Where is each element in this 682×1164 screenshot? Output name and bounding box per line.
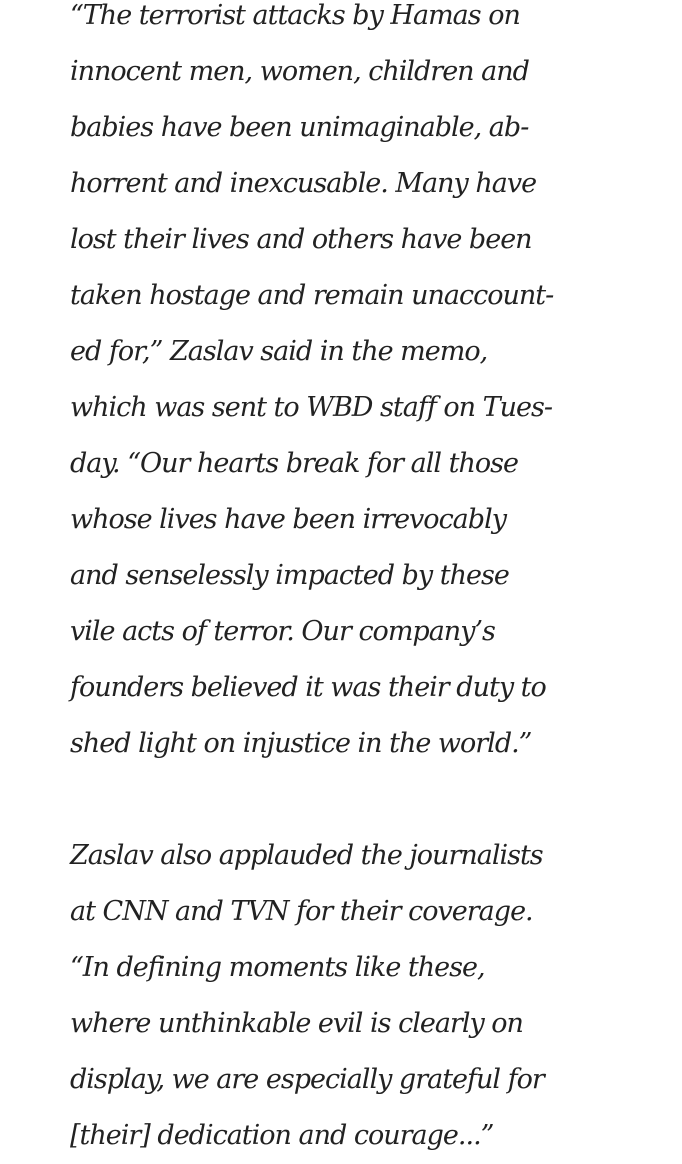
text-line: “The terrorist attacks by Hamas on [70, 0, 520, 31]
text-line: innocent men, women, children and [70, 56, 529, 87]
quote-paragraph [70, 0, 670, 772]
text-line: “In defining moments like these, [70, 952, 485, 983]
text-line: ed for,” Zaslav said in the memo, [70, 336, 488, 367]
text-line: Zaslav also applauded the journalists [70, 840, 543, 871]
paragraph-spacer [70, 772, 670, 828]
text-line: horrent and inexcusable. Many have [70, 168, 537, 199]
text-line: lost their lives and others have been [70, 224, 532, 255]
text-line: babies have been unimaginable, ab- [70, 112, 529, 143]
text-line: day. “Our hearts break for all those [70, 448, 518, 479]
article-text [70, 0, 670, 1164]
text-line: where unthinkable evil is clearly on [70, 1008, 523, 1039]
text-line: and senselessly impacted by these [70, 560, 509, 591]
text-line: taken hostage and remain unaccount- [70, 280, 554, 311]
text-line: which was sent to WBD staff on Tues- [70, 392, 552, 423]
text-line: display, we are especially grateful for [70, 1064, 544, 1095]
text-line: at CNN and TVN for their coverage. [70, 896, 533, 927]
text-line: shed light on injustice in the world.” [70, 728, 532, 759]
text-line: vile acts of terror. Our company’s [70, 616, 495, 647]
text-line: whose lives have been irrevocably [70, 504, 506, 535]
applause-paragraph [70, 828, 670, 1164]
text-line: [their] dedication and courage...” [70, 1120, 494, 1151]
text-line: founders believed it was their duty to [70, 672, 546, 703]
